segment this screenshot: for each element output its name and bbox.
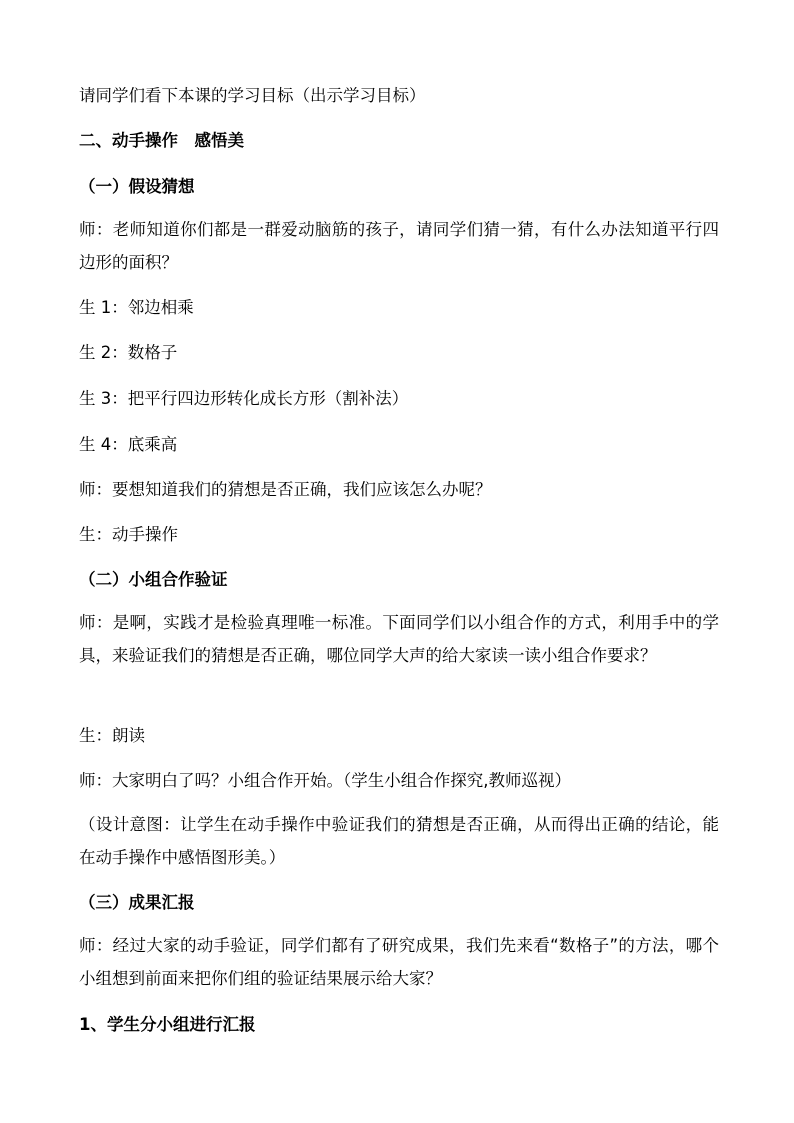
section-heading-2: 二、动手操作 感悟美: [79, 131, 244, 150]
design-intent-paragraph: （设计意图：让学生在动手操作中验证我们的猜想是否正确，从而得出正确的结论，能在动手操作中感悟图形美。）: [79, 815, 719, 867]
learning-goal-line: 请同学们看下本课的学习目标（出示学习目标）: [79, 86, 426, 105]
teacher-question-paragraph: 师：老师知道你们都是一群爱动脑筋的孩子，请同学们猜一猜，有什么办法知道平行四边形的面积？: [79, 220, 719, 272]
student-read-aloud: 生：朗读: [79, 726, 145, 745]
student-answer-1: 生 1：邻边相乘: [79, 298, 194, 317]
student-answer-3: 生 3：把平行四边形转化成长方形（割补法）: [79, 389, 409, 408]
subsection-heading-guess: （一）假设猜想: [79, 177, 195, 196]
teacher-practice-paragraph: 师：是啊，实践才是检验真理唯一标准。下面同学们以小组合作的方式，利用手中的学具，来验证我们的猜想是否正确，哪位同学大声的给大家读一读小组合作要求？: [79, 613, 719, 665]
student-hands-on: 生：动手操作: [79, 525, 178, 544]
student-answer-2: 生 2：数格子: [79, 343, 178, 362]
student-answer-4: 生 4：底乘高: [79, 435, 178, 454]
teacher-start-group: 师：大家明白了吗？小组合作开始。（学生小组合作探究,教师巡视）: [79, 771, 571, 790]
subsection-heading-report: （三）成果汇报: [79, 893, 195, 912]
group-report-heading: 1、学生分小组进行汇报: [79, 1015, 256, 1034]
subsection-heading-group: （二）小组合作验证: [79, 570, 228, 589]
teacher-verify-question: 师：要想知道我们的猜想是否正确，我们应该怎么办呢？: [79, 480, 492, 499]
teacher-results-paragraph: 师：经过大家的动手验证，同学们都有了研究成果，我们先来看“数格子”的方法，哪个小组想到前面来把你们组的验证结果展示给大家？: [79, 936, 719, 988]
